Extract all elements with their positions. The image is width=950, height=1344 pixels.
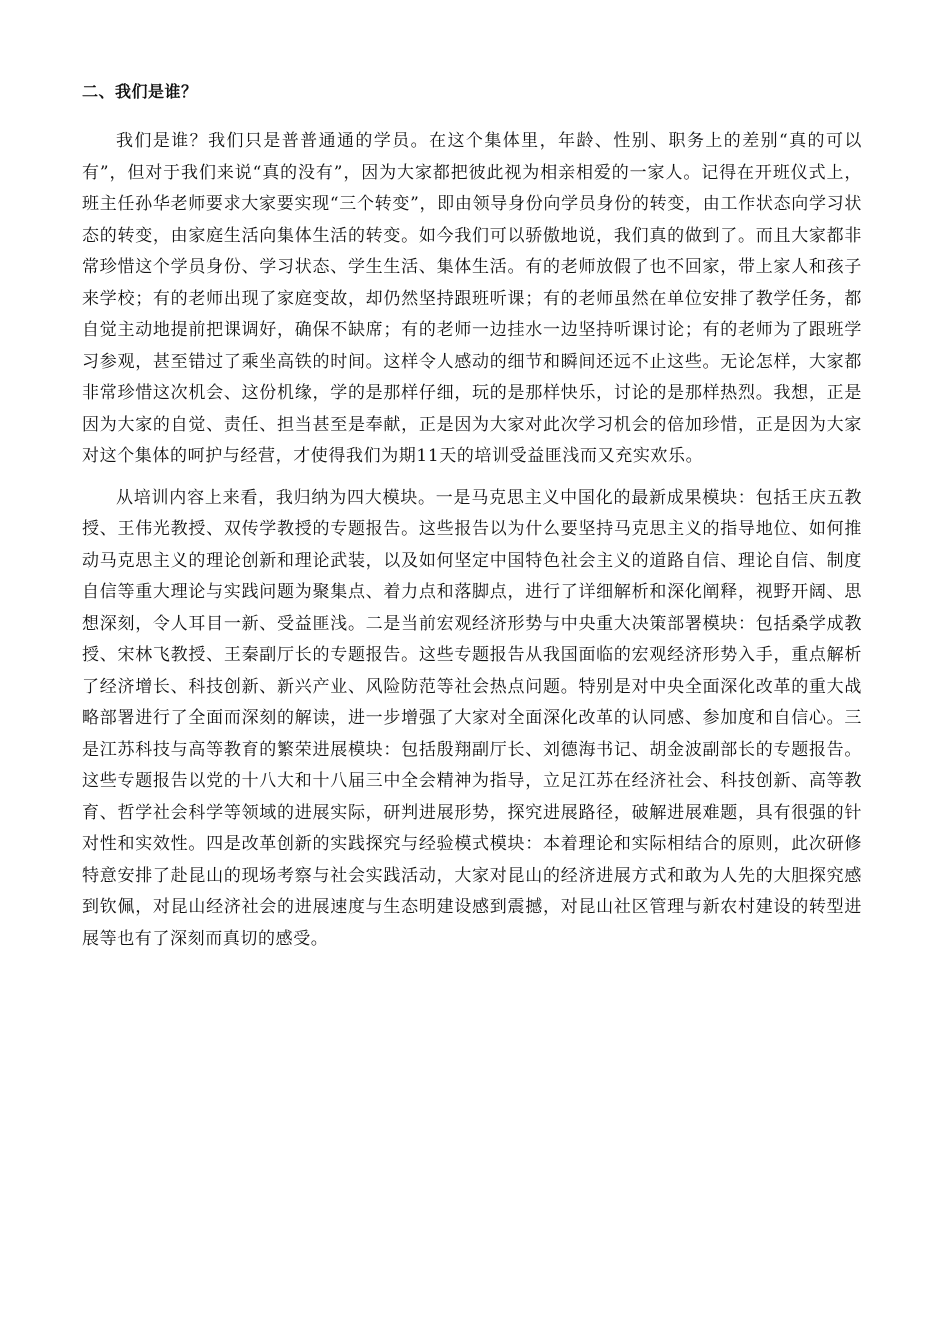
body-paragraph-2: 从培训内容上来看，我归纳为四大模块。一是马克思主义中国化的最新成果模块：包括王庆五教授、王伟光教授、双传学教授的专题报告。这些报告以为什么要坚持马克思主义的指导地位、如何推动马克思主义的理论创新和理论武装，以及如何坚定中国特色社会主义的道路自信、理论自信、制度自信等重大理论与实践问题为聚集点、着力点和落脚点，进行了详细解析和深化阐释，视野开阔、思想深刻，令人耳目一新、受益匪浅。二是当前宏观经济形势与中央重大决策部署模块：包括桑学成教授、宋林飞教授、王秦副厅长的专题报告。这些专题报告从我国面临的宏观经济形势入手，重点解析了经济增长、科技创新、新兴产业、风险防范等社会热点问题。特别是对中央全面深化改革的重大战略部署进行了全面而深刻的解读，进一步增强了大家对全面深化改革的认同感、参加度和自信心。三是江苏科技与高等教育的繁荣进展模块：包括殷翔副厅长、刘德海书记、胡金波副部长的专题报告。这些专题报告以党的十八大和十八届三中全会精神为指导，立足江苏在经济社会、科技创新、高等教育、哲学社会科学等领域的进展实际，研判进展形势，探究进展路径，破解进展难题，具有很强的针对性和实效性。四是改革创新的实践探究与经验模式模块：本着理论和实际相结合的原则，此次研修特意安排了赴昆山的现场考察与社会实践活动，大家对昆山的经济进展方式和敢为人先的大胆探究感到钦佩，对昆山经济社会的进展速度与生态明建设感到震撼，对昆山社区管理与新农村建设的转型进展等也有了深刻而真切的感受。 — [82, 487, 862, 949]
document-page — [82, 78, 862, 965]
body-paragraph-1: 我们是谁？我们只是普普通通的学员。在这个集体里，年龄、性别、职务上的差别“真的可以有”，但对于我们来说“真的没有”，因为大家都把彼此视为相亲相爱的一家人。记得在开班仪式上，班主任孙华老师要求大家要实现“三个转变”，即由领导身份向学员身份的转变，由工作状态向学习状态的转变，由家庭生活向集体生活的转变。如今我们可以骄傲地说，我们真的做到了。而且大家都非常珍惜这个学员身份、学习状态、学生生活、集体生活。有的老师放假了也不回家，带上家人和孩子来学校；有的老师出现了家庭变故，却仍然坚持跟班听课；有的老师虽然在单位安排了教学任务，都自觉主动地提前把课调好，确保不缺席；有的老师一边挂水一边坚持听课讨论；有的老师为了跟班学习参观，甚至错过了乘坐高铁的时间。这样令人感动的细节和瞬间还远不止这些。无论怎样，大家都非常珍惜这次机会、这份机缘，学的是那样仔细，玩的是那样快乐，讨论的是那样热烈。我想，正是因为大家的自觉、责任、担当甚至是奉献，正是因为大家对此次学习机会的倍加珍惜，正是因为大家对这个集体的呵护与经营，才使得我们为期11天的培训受益匪浅而又充实欢乐。 — [82, 131, 862, 466]
section-heading: 二、我们是谁？ — [82, 82, 198, 101]
